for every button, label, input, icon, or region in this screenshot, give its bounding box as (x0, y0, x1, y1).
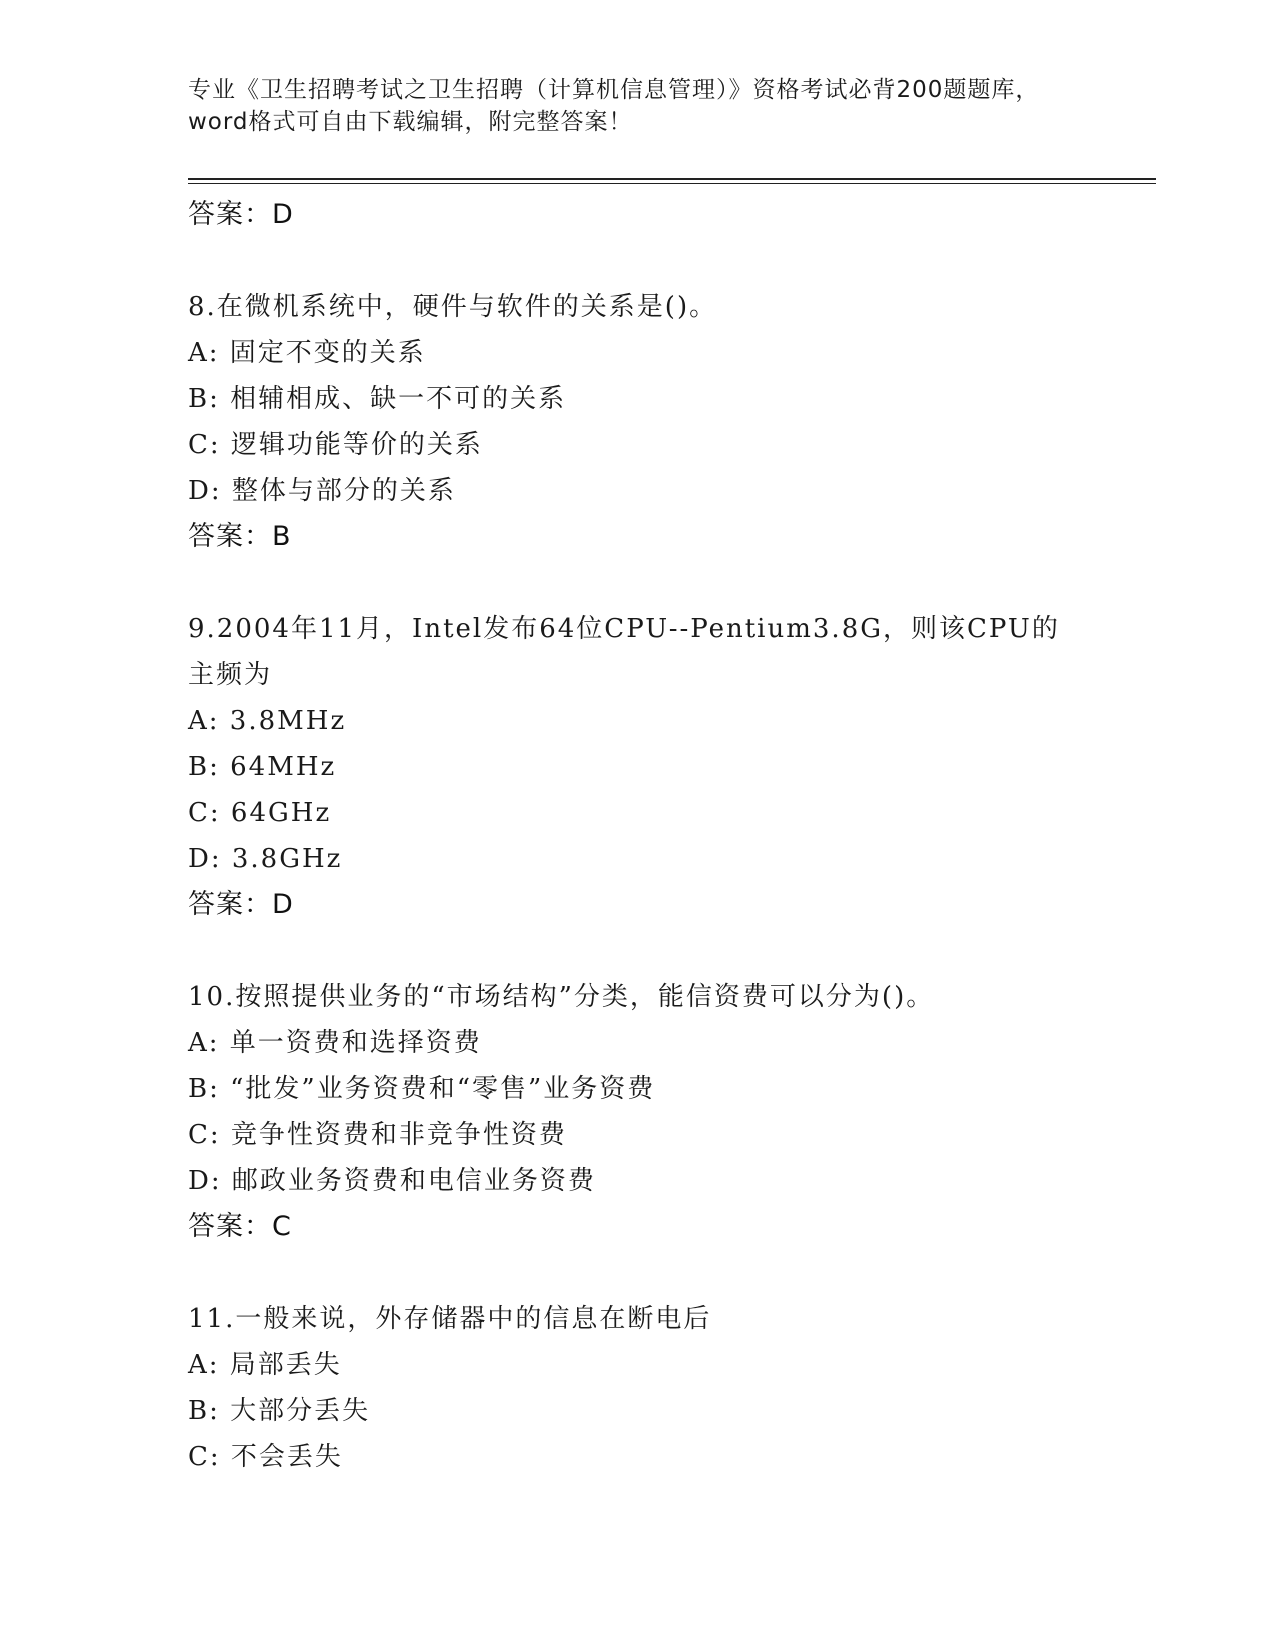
option-a: A: 固定不变的关系 (188, 338, 426, 368)
document-header: 专业《卫生招聘考试之卫生招聘（计算机信息管理）》资格考试必背200题题库，word格式可自由下载编辑，附完整答案！ (188, 77, 1040, 135)
option-a: A: 单一资费和选择资费 (188, 1028, 482, 1058)
option-c: C: 竞争性资费和非竞争性资费 (188, 1120, 567, 1150)
question-block (188, 606, 1148, 928)
answer-line: 答案：C (188, 1211, 292, 1242)
option-a: A: 3.8MHz (188, 706, 347, 736)
question-text: 11.一般来说，外存储器中的信息在断电后 (188, 1304, 712, 1334)
header-rule-thick (188, 178, 1156, 180)
option-b: B: “批发”业务资费和“零售”业务资费 (188, 1074, 656, 1104)
option-c: C: 不会丢失 (188, 1442, 343, 1472)
spacer (188, 928, 1148, 974)
option-b: B: 大部分丢失 (188, 1396, 371, 1426)
spacer (188, 238, 1148, 284)
option-d: D: 邮政业务资费和电信业务资费 (188, 1166, 596, 1196)
spacer (188, 1250, 1148, 1296)
option-a: A: 局部丢失 (188, 1350, 342, 1380)
header-rule-thin (188, 183, 1156, 184)
option-c: C: 64GHz (188, 798, 332, 828)
option-d: D: 整体与部分的关系 (188, 476, 456, 506)
answer-line: 答案：D (188, 889, 294, 920)
option-b: B: 64MHz (188, 752, 337, 782)
question-block (188, 974, 1148, 1250)
option-b: B: 相辅相成、缺一不可的关系 (188, 384, 567, 414)
question-text: 10.按照提供业务的“市场结构”分类，能信资费可以分为()。 (188, 982, 935, 1012)
answer-line: 答案：D (188, 199, 294, 230)
option-d: D: 3.8GHz (188, 844, 343, 874)
document-body (188, 192, 1148, 1480)
question-text: 9.2004年11月，Intel发布64位CPU--Pentium3.8G，则该CPU的主频为 (188, 614, 1060, 690)
question-block (188, 284, 1148, 560)
question-text: 8.在微机系统中，硬件与软件的关系是()。 (188, 292, 718, 322)
spacer (188, 560, 1148, 606)
answer-line: 答案：B (188, 521, 292, 552)
question-block (188, 1296, 1148, 1480)
option-c: C: 逻辑功能等价的关系 (188, 430, 483, 460)
